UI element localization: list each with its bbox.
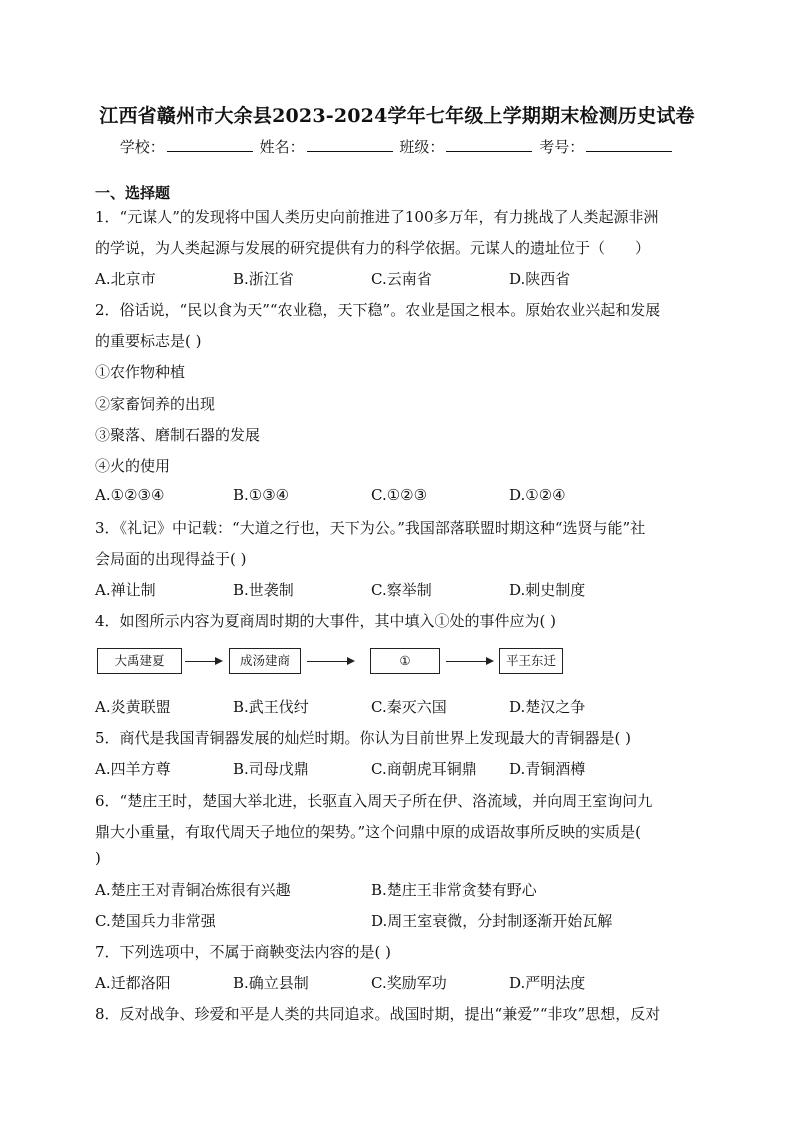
q4-option-d[interactable]: D.楚汉之争	[509, 698, 586, 716]
q1-option-b[interactable]: B.浙江省	[233, 270, 294, 288]
q6-text-line2: 鼎大小重量，有取代周天子地位的架势。”这个问鼎中原的成语故事所反映的实质是(	[95, 823, 642, 841]
q8-text-line1: 8．反对战争、珍爱和平是人类的共同追求。战国时期，提出“兼爱”“非攻”思想，反对	[95, 1005, 661, 1023]
q7-option-b[interactable]: B.确立县制	[233, 974, 309, 992]
q3-option-b[interactable]: B.世袭制	[233, 581, 294, 599]
q4-text-line1: 4．如图所示内容为夏商周时期的大事件，其中填入①处的事件应为( )	[95, 612, 557, 630]
q1-option-c[interactable]: C.云南省	[371, 270, 432, 288]
q2-option-b[interactable]: B.①③④	[233, 486, 290, 504]
q4-option-a[interactable]: A.炎黄联盟	[95, 698, 171, 716]
q6-option-d[interactable]: D.周王室衰微，分封制逐渐开始瓦解	[371, 912, 613, 930]
q6-text-line1: 6．“楚庄王时，楚国大举北进，长驱直入周天子所在伊、洛流域，并向周王室询问九	[95, 792, 653, 810]
q3-option-c[interactable]: C.察举制	[371, 581, 432, 599]
q2-text-line2: 的重要标志是( )	[95, 332, 202, 350]
q4-option-b[interactable]: B.武王伐纣	[233, 698, 309, 716]
exam-title: 江西省赣州市大余县2023-2024学年七年级上学期期末检测历史试卷	[99, 105, 695, 127]
q2-option-d[interactable]: D.①②④	[509, 486, 566, 504]
q5-text-line1: 5．商代是我国青铜器发展的灿烂时期。你认为目前世界上发现最大的青铜器是( )	[95, 729, 632, 747]
q7-option-d[interactable]: D.严明法度	[509, 974, 586, 992]
q2-item-3: ③聚落、磨制石器的发展	[95, 426, 261, 444]
q2-text-line1: 2．俗话说，“民以食为天”“农业稳，天下稳”。农业是国之根本。原始农业兴起和发展	[95, 301, 661, 319]
name-label: 姓名：	[259, 138, 305, 156]
class-label: 班级：	[399, 138, 445, 156]
q7-option-a[interactable]: A.迁都洛阳	[95, 974, 171, 992]
section-heading: 一、选择题	[95, 184, 171, 202]
number-blank[interactable]	[586, 138, 672, 152]
q7-text-line1: 7．下列选项中，不属于商鞅变法内容的是( )	[95, 943, 392, 961]
flow-box-blank: ①	[370, 648, 440, 674]
q1-text-line1: 1．“元谋人”的发现将中国人类历史向前推进了100多万年，有力挑战了人类起源非洲	[95, 208, 659, 226]
q7-option-c[interactable]: C.奖励军功	[371, 974, 447, 992]
q3-text-line1: 3．《礼记》中记载：“大道之行也，天下为公。”我国部落联盟时期这种“选贤与能”社	[95, 519, 646, 537]
number-label: 考号：	[539, 138, 585, 156]
q2-item-4: ④火的使用	[95, 457, 171, 475]
school-label: 学校：	[119, 138, 165, 156]
q3-text-line2: 会局面的出现得益于( )	[95, 550, 247, 568]
q2-item-2: ②家畜饲养的出现	[95, 395, 216, 413]
q5-option-b[interactable]: B.司母戊鼎	[233, 760, 309, 778]
class-blank[interactable]	[446, 138, 532, 152]
q5-option-c[interactable]: C.商朝虎耳铜鼎	[371, 760, 477, 778]
flow-box-zhou: 平王东迁	[499, 648, 563, 674]
q6-option-a[interactable]: A.楚庄王对青铜冶炼很有兴趣	[95, 881, 291, 899]
flow-arrow-1	[185, 661, 221, 662]
q4-option-c[interactable]: C.秦灭六国	[371, 698, 447, 716]
q5-option-a[interactable]: A.四羊方尊	[95, 760, 171, 778]
name-blank[interactable]	[307, 138, 393, 152]
q1-option-a[interactable]: A.北京市	[95, 270, 156, 288]
q3-option-d[interactable]: D.刺史制度	[509, 581, 586, 599]
q2-option-a[interactable]: A.①②③④	[95, 486, 165, 504]
flow-box-shang: 成汤建商	[229, 648, 301, 674]
flow-arrow-2	[307, 661, 353, 662]
q4-flow-diagram	[95, 648, 695, 676]
q6-option-c[interactable]: C.楚国兵力非常强	[95, 912, 216, 930]
q1-text-line2: 的学说，为人类起源与发展的研究提供有力的科学依据。元谋人的遗址位于（ ）	[95, 239, 651, 257]
flow-arrow-3	[446, 661, 492, 662]
q6-option-b[interactable]: B.楚庄王非常贪婪有野心	[371, 881, 537, 899]
q2-option-c[interactable]: C.①②③	[371, 486, 428, 504]
school-blank[interactable]	[167, 138, 253, 152]
q2-item-1: ①农作物种植	[95, 363, 186, 381]
q1-option-d[interactable]: D.陕西省	[509, 270, 571, 288]
student-info-row	[0, 136, 794, 157]
flow-box-xia: 大禹建夏	[97, 648, 182, 674]
q6-text-line3: )	[95, 849, 101, 867]
q3-option-a[interactable]: A.禅让制	[95, 581, 156, 599]
q5-option-d[interactable]: D.青铜酒樽	[509, 760, 586, 778]
